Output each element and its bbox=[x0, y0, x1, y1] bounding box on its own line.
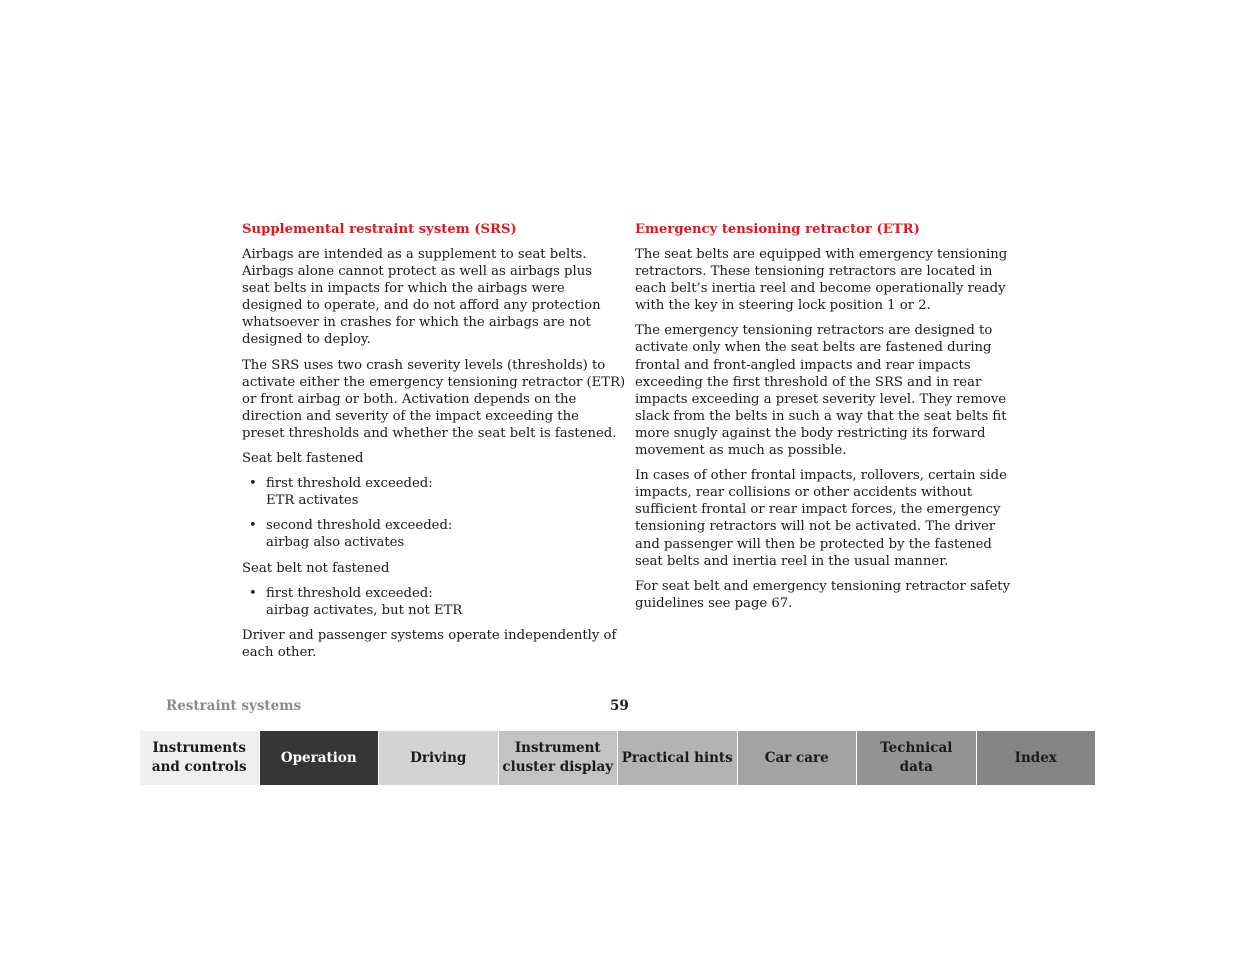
text-line: impacts, rear collisions or other accidents without bbox=[635, 485, 973, 501]
paragraph bbox=[635, 246, 1008, 314]
text-line: Airbags alone cannot protect as well as airbags plus bbox=[242, 264, 592, 280]
nav-tab-label: Car care bbox=[764, 749, 829, 766]
paragraph bbox=[242, 357, 626, 442]
text-line: ETR activates bbox=[266, 493, 359, 509]
text-line: preset thresholds and whether the seat belt is fastened. bbox=[242, 425, 617, 441]
text-line: The SRS uses two crash severity levels (thresholds) to bbox=[242, 357, 606, 373]
text-line: designed to operate, and do not afford any protection bbox=[242, 298, 601, 314]
nav-tab-label: Operation bbox=[280, 749, 357, 766]
paragraph bbox=[242, 246, 612, 349]
text-line: activate either the emergency tensioning retractor (ETR) bbox=[242, 374, 626, 390]
text-line: exceeding the first threshold of the SRS and in rear bbox=[635, 374, 982, 390]
section-title: Restraint systems bbox=[166, 698, 302, 714]
bullet-icon: • bbox=[249, 585, 257, 601]
text-line: Airbags are intended as a supplement to seat belts. bbox=[242, 247, 587, 262]
text-line: whatsoever in crashes for which the airbags are not bbox=[242, 315, 591, 331]
text-line: Driver and passenger systems operate independently of bbox=[242, 627, 617, 643]
text-line: sufficient frontal or rear impact forces, the emergency bbox=[635, 502, 1001, 518]
etr-heading: Emergency tensioning retractor (ETR) bbox=[635, 222, 920, 237]
nav-tab-index[interactable] bbox=[977, 731, 1096, 785]
text-line: slack from the belts in such a way that the seat belts fit bbox=[635, 408, 1007, 424]
srs-column bbox=[242, 221, 626, 669]
nav-tab-label: Practical hints bbox=[621, 749, 733, 766]
bullet-item bbox=[242, 585, 612, 619]
text-line: Seat belt fastened bbox=[242, 451, 364, 467]
nav-tab-instrument[interactable] bbox=[499, 731, 619, 785]
text-line: direction and severity of the impact exceeding the bbox=[242, 408, 579, 424]
nav-tab-technical[interactable] bbox=[857, 731, 977, 785]
nav-tab-label: Instrument cluster display bbox=[502, 740, 614, 775]
text-line: seat belts in impacts for which the airbags were bbox=[242, 281, 565, 297]
bullet-item bbox=[242, 475, 612, 509]
nav-tab-car-care[interactable] bbox=[738, 731, 858, 785]
text-line: movement as much as possible. bbox=[635, 443, 847, 459]
text-line: second threshold exceeded: bbox=[266, 518, 453, 534]
text-line: each other. bbox=[242, 644, 317, 660]
bullet-icon: • bbox=[249, 476, 257, 492]
text-line: first threshold exceeded: bbox=[266, 585, 433, 601]
text-line: seat belts and inertia reel in the usual manner. bbox=[635, 553, 949, 569]
nav-tab-label: Driving bbox=[410, 749, 467, 766]
nav-tab-operation[interactable] bbox=[260, 731, 380, 785]
nav-tab-label: Technical data bbox=[880, 740, 953, 775]
bullet-item bbox=[242, 517, 612, 551]
paragraph bbox=[242, 450, 612, 467]
etr-column bbox=[635, 221, 1011, 620]
text-line: more snugly against the body restricting its forward bbox=[635, 425, 986, 441]
bullet-icon: • bbox=[249, 518, 257, 534]
nav-tab-practical-hints[interactable] bbox=[618, 731, 738, 785]
text-line: The emergency tensioning retractors are designed to bbox=[635, 323, 993, 339]
page-number: 59 bbox=[610, 698, 629, 714]
paragraph bbox=[242, 560, 612, 577]
text-line: impacts exceeding a preset severity level. They remove bbox=[635, 391, 1007, 407]
srs-heading: Supplemental restraint system (SRS) bbox=[242, 222, 517, 237]
text-line: The seat belts are equipped with emergency tensioning bbox=[635, 247, 1008, 262]
nav-tab-label: Index bbox=[1014, 749, 1057, 766]
text-line: In cases of other frontal impacts, rollovers, certain side bbox=[635, 468, 1007, 484]
paragraph bbox=[635, 322, 1005, 459]
nav-tab-driving[interactable] bbox=[379, 731, 499, 785]
nav-tab-label: Instruments and controls bbox=[151, 740, 247, 775]
text-line: tensioning retractors will not be activated. The driver bbox=[635, 519, 996, 535]
paragraph bbox=[242, 627, 617, 661]
paragraph bbox=[635, 578, 1011, 612]
text-line: airbag also activates bbox=[266, 535, 405, 551]
text-line: Seat belt not fastened bbox=[242, 560, 390, 576]
text-line: airbag activates, but not ETR bbox=[266, 602, 463, 618]
text-line: with the key in steering lock position 1 or 2. bbox=[635, 298, 931, 314]
text-line: first threshold exceeded: bbox=[266, 476, 433, 492]
text-line: or front airbag or both. Activation depends on the bbox=[242, 391, 577, 407]
text-line: frontal and front-angled impacts and rear impacts bbox=[635, 357, 971, 373]
text-line: activate only when the seat belts are fastened during bbox=[635, 340, 992, 356]
text-line: For seat belt and emergency tensioning retractor safety bbox=[635, 578, 1011, 594]
text-line: each belt’s inertia reel and become operationally ready bbox=[635, 281, 1006, 297]
nav-tab-instruments[interactable] bbox=[140, 731, 260, 785]
text-line: guidelines see page 67. bbox=[635, 595, 793, 611]
text-line: and passenger will then be protected by the fastened bbox=[635, 536, 992, 552]
text-line: designed to deploy. bbox=[242, 332, 371, 348]
chapter-nav bbox=[140, 731, 1095, 785]
paragraph bbox=[635, 467, 1005, 570]
text-line: retractors. These tensioning retractors are located in bbox=[635, 264, 993, 280]
